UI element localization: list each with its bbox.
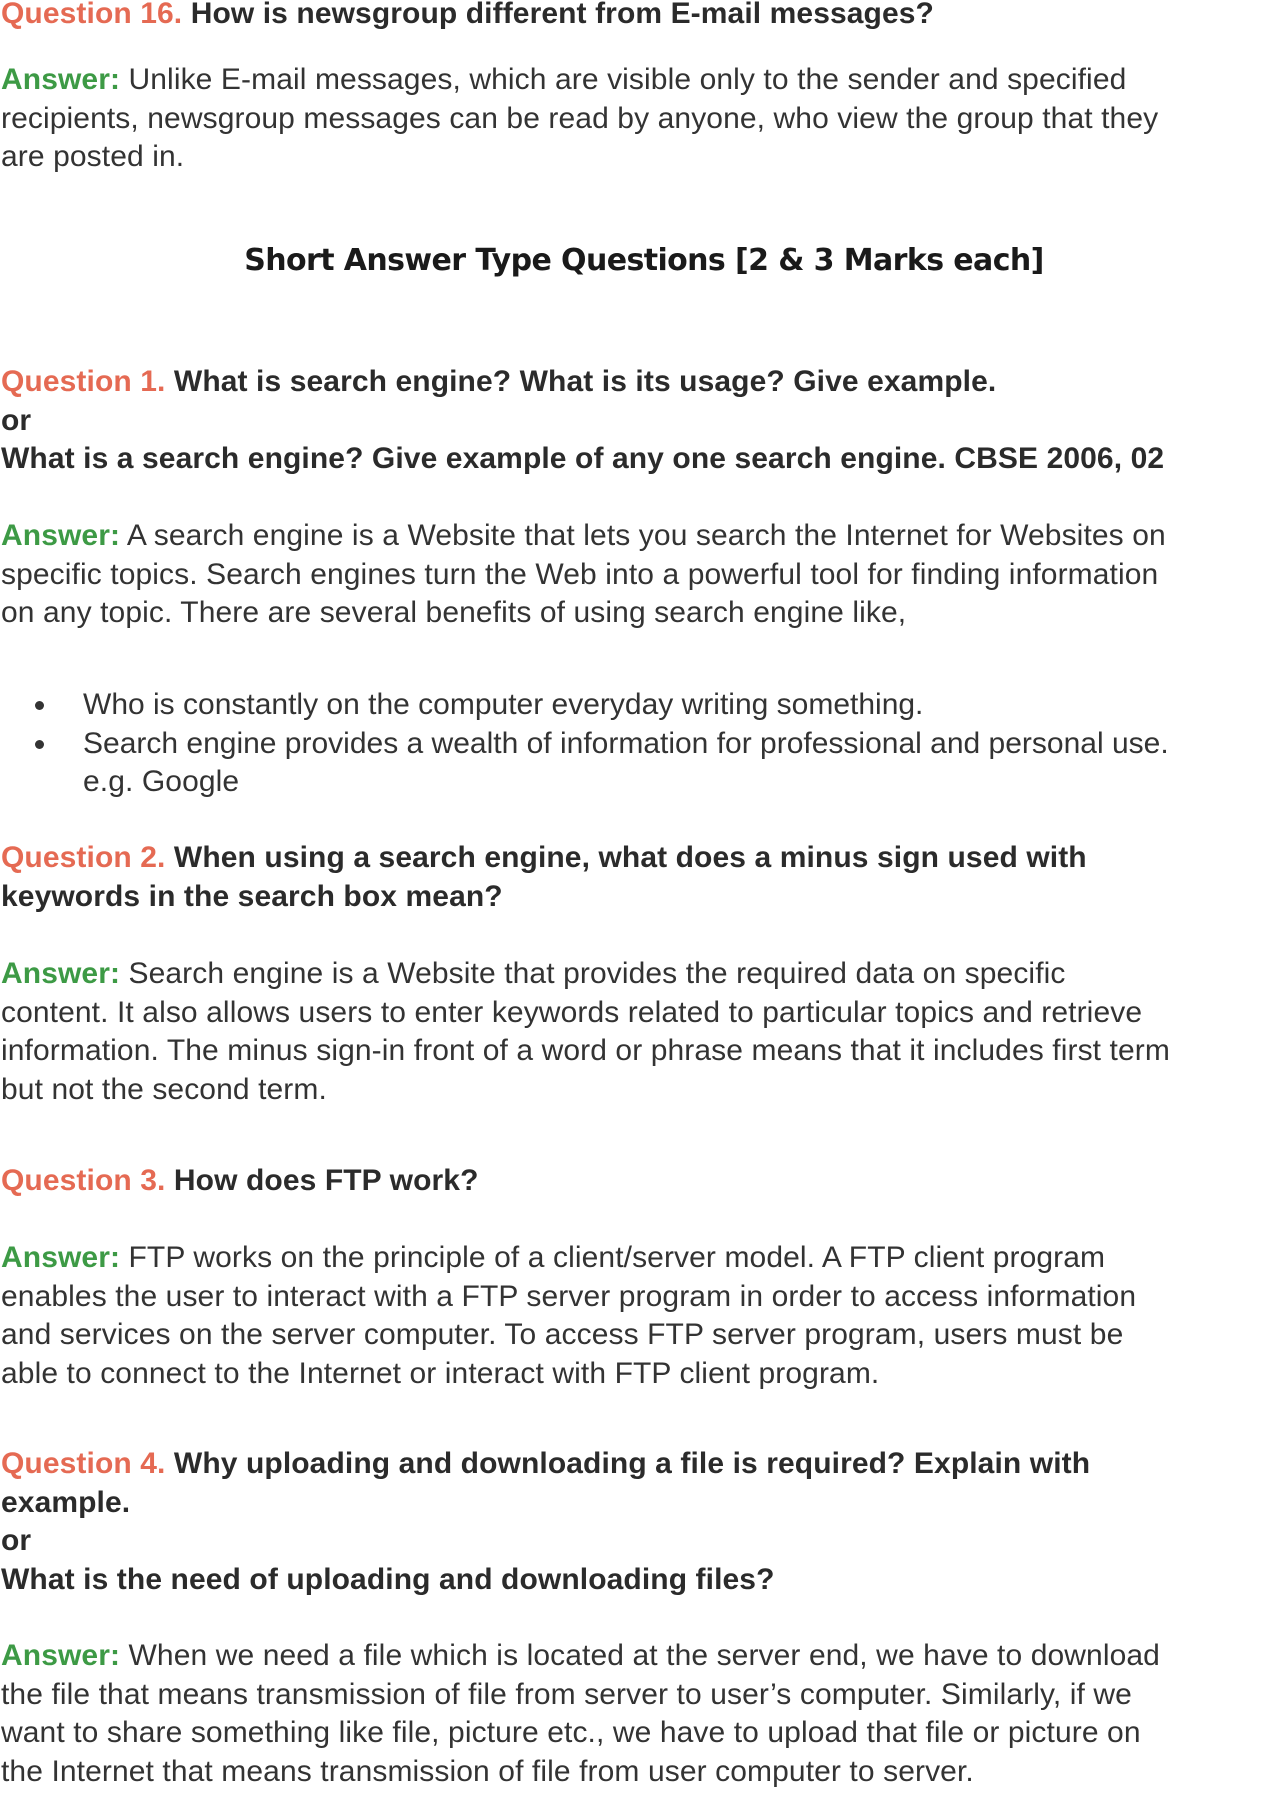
question-label: Question 16. xyxy=(1,0,183,30)
bullet-icon xyxy=(35,701,44,710)
answer-line: on any topic. There are several benefits of using search engine like, xyxy=(1,596,907,629)
question-text: How is newsgroup different from E-mail messages? xyxy=(190,0,934,30)
question-alt-text: What is the need of uploading and downloading files? xyxy=(1,1562,775,1596)
question-1-block xyxy=(1,363,1286,479)
answer-16-block xyxy=(1,61,1286,177)
answer-line: information. The minus sign-in front of a word or phrase means that it includes first term xyxy=(1,1034,1170,1067)
bullet-icon xyxy=(35,740,44,749)
answer-line: specific topics. Search engines turn the Web into a powerful tool for finding information xyxy=(1,557,1159,591)
answer-label: Answer: xyxy=(1,63,121,96)
question-text-continued: example. xyxy=(1,1485,131,1519)
question-16-block xyxy=(1,0,1286,34)
answer-line: the Internet that means transmission of file from user computer to server. xyxy=(1,1754,974,1788)
question-4-block xyxy=(1,1445,1286,1599)
answer-line: and services on the server computer. To access FTP server program, users must be xyxy=(1,1318,1124,1351)
answer-3-block xyxy=(1,1239,1286,1393)
answer-4-block xyxy=(1,1637,1286,1791)
question-text: Why uploading and downloading a file is required? Explain with xyxy=(173,1447,1091,1480)
question-alt-text: What is a search engine? Give example of any one search engine. CBSE 2006, 02 xyxy=(1,442,1165,475)
question-3-block xyxy=(1,1162,1286,1201)
question-label: Question 1. xyxy=(1,365,166,398)
answer-label: Answer: xyxy=(1,1639,121,1672)
question-text-continued: keywords in the search box mean? xyxy=(1,879,503,913)
question-text: When using a search engine, what does a minus sign used with xyxy=(173,841,1087,874)
question-1-heading xyxy=(1,363,1286,402)
answer-line: recipients, newsgroup messages can be read by anyone, who view the group that they xyxy=(1,101,1159,135)
question-4-heading xyxy=(1,1445,1286,1484)
answer-label: Answer: xyxy=(1,1241,121,1274)
answer-line: Answer: A search engine is a Website that lets you search the Internet for Websites on xyxy=(1,519,1166,552)
question-label: Question 4. xyxy=(1,1447,166,1480)
question-16-heading xyxy=(1,0,1286,34)
answer-line: Answer: When we need a file which is located at the server end, we have to download xyxy=(1,1639,1160,1672)
question-2-block xyxy=(1,839,1286,916)
answer-label: Answer: xyxy=(1,519,121,552)
answer-line: Answer: FTP works on the principle of a client/server model. A FTP client program xyxy=(1,1241,1106,1274)
question-2-heading xyxy=(1,839,1286,878)
question-text: How does FTP work? xyxy=(173,1164,479,1197)
answer-2-block xyxy=(1,955,1286,1109)
or-separator: or xyxy=(1,403,32,437)
list-item: Who is constantly on the computer everyday writing something. xyxy=(1,686,1286,725)
answer-line: the file that means transmission of file from server to user’s computer. Similarly, if we xyxy=(1,1677,1132,1711)
or-separator: or xyxy=(1,1524,32,1557)
question-3-heading xyxy=(1,1162,1286,1201)
answer-line: enables the user to interact with a FTP server program in order to access information xyxy=(1,1279,1137,1313)
bullet-continuation: e.g. Google xyxy=(83,765,240,798)
bullet-list xyxy=(1,686,1286,802)
section-heading: Short Answer Type Questions [2 & 3 Marks each] xyxy=(244,243,1044,278)
answer-label: Answer: xyxy=(1,957,121,990)
list-item: Search engine provides a wealth of information for professional and personal use. xyxy=(1,725,1286,764)
answer-line: are posted in. xyxy=(1,140,185,173)
answer-line: want to share something like file, picture etc., we have to upload that file or picture on xyxy=(1,1716,1141,1749)
answer-line: but not the second term. xyxy=(1,1072,327,1106)
answer-line: Answer: Unlike E-mail messages, which are visible only to the sender and specified xyxy=(1,63,1127,96)
answer-line: able to connect to the Internet or interact with FTP client program. xyxy=(1,1356,880,1390)
answer-1-block xyxy=(1,517,1286,633)
question-label: Question 3. xyxy=(1,1164,166,1197)
answer-line: Answer: Search engine is a Website that provides the required data on specific xyxy=(1,957,1066,990)
question-text: What is search engine? What is its usage? Give example. xyxy=(173,365,997,398)
answer-line: content. It also allows users to enter keywords related to particular topics and retrieve xyxy=(1,995,1143,1029)
question-label: Question 2. xyxy=(1,841,166,874)
